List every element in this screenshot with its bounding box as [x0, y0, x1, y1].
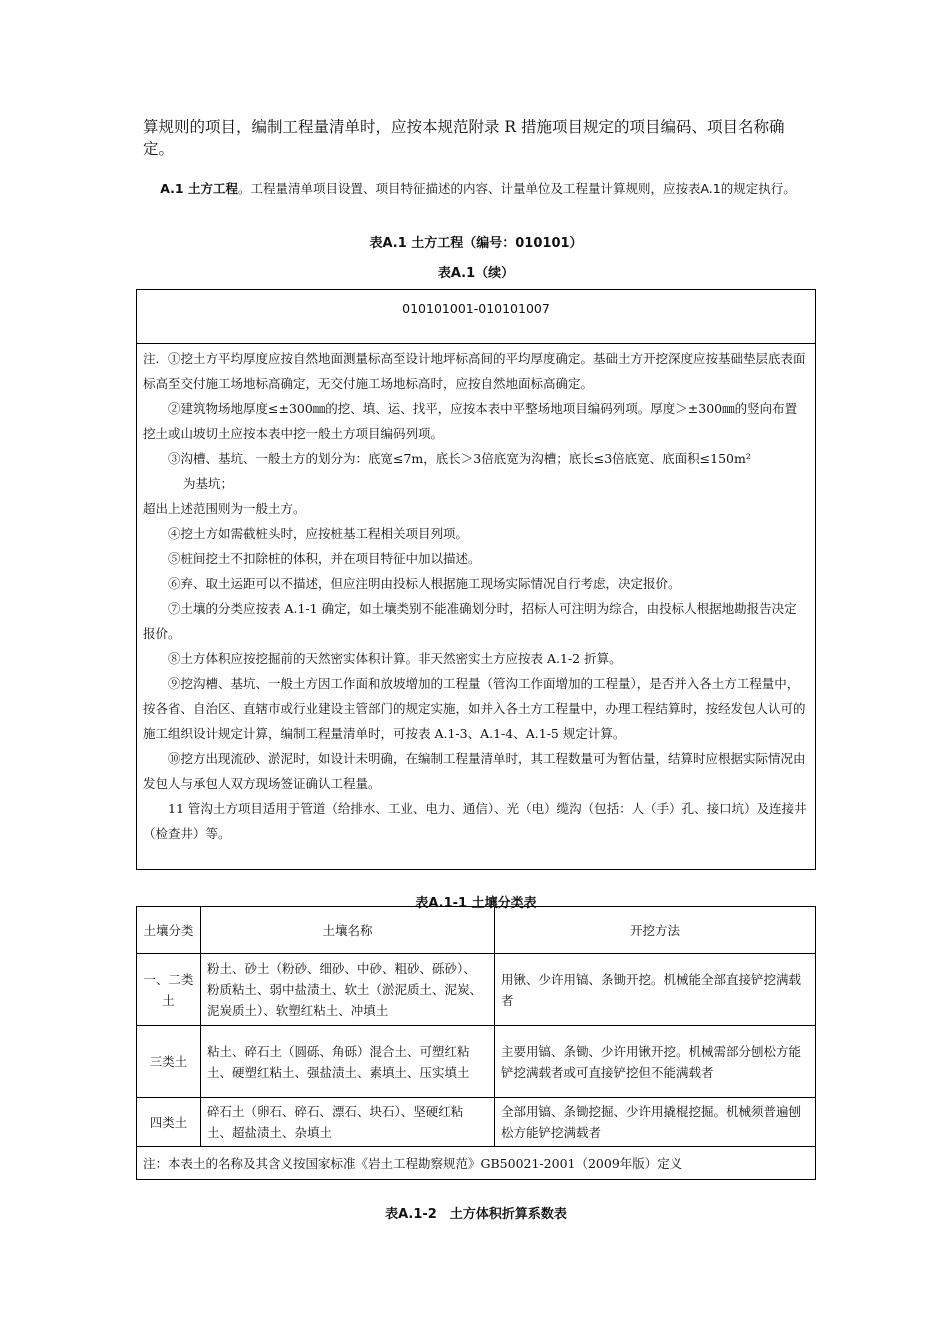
table-row: [137, 1098, 816, 1147]
section-a1-paragraph: [143, 180, 813, 198]
note-2: ②建筑物场地厚度≤±300㎜的挖、填、运、找平，应按本表中平整场地项目编码列项。厚度＞±300㎜的竖向布置挖土或山坡切土应按本表中挖一般土方项目编码列项。: [143, 401, 798, 441]
table-a12-caption: 表A.1-2 土方体积折算系数表: [385, 1207, 567, 1222]
note-3-cont: 为基坑；: [183, 476, 234, 491]
soil-name-cell: 粘土、碎石土（圆砾、角砾）混合土、可塑红粘土、硬塑红粘土、强盐渍土、素填土、压实填土: [201, 1026, 495, 1098]
note-6: ⑥弃、取土运距可以不描述，但应注明由投标人根据施工现场实际情况自行考虑，决定报价。: [168, 576, 681, 591]
note-3: ③沟槽、基坑、一般土方的划分为：底宽≤7m，底长＞3倍底宽为沟槽；底长≤3倍底宽、底面积≤150m²: [168, 451, 751, 466]
note-3-tail: 超出上述范围则为一般土方。: [143, 501, 306, 516]
soil-name-cell: 碎石土（卵石、碎石、漂石、块石）、坚硬红粘土、超盐渍土、杂填土: [201, 1098, 495, 1147]
note-7: ⑦土壤的分类应按表 A.1-1 确定，如土壤类别不能准确划分时，招标人可注明为综合，由投标人根据地勘报告决定报价。: [143, 601, 797, 641]
table-a11-caption: 表A.1-1 土壤分类表: [415, 896, 537, 911]
section-heading: A.1 土方工程: [160, 181, 238, 196]
soil-class-cell: 三类土: [137, 1026, 201, 1098]
code-range: 010101001-010101007: [137, 290, 815, 344]
table-a1-notes-box: [136, 289, 816, 870]
soil-classification-table: [136, 906, 816, 1180]
note-11: 11 管沟土方项目适用于管道（给排水、工业、电力、通信）、光（电）缆沟（包括：人（手）孔、接口坑）及连接井（检查井）等。: [143, 801, 807, 841]
soil-class-cell: 一、二类土: [137, 954, 201, 1026]
note-10: ⑩挖方出现流砂、淤泥时，如设计未明确，在编制工程量清单时，其工程数量可为暂估量，结算时应根据实际情况由发包人与承包人双方现场签证确认工程量。: [143, 751, 806, 791]
notes-list: [137, 344, 815, 846]
excavation-method-cell: 全部用镐、条锄挖掘、少许用撬棍挖掘。机械须普遍刨松方能铲挖满载者: [495, 1098, 816, 1147]
table-a1-caption: 表A.1 土方工程（编号：010101）: [369, 236, 583, 251]
header-soil-name: 土壤名称: [201, 907, 495, 954]
note-1: 注．①挖土方平均厚度应按自然地面测量标高至设计地坪标高间的平均厚度确定。基础土方开挖深度应按基础垫层底表面标高至交付施工场地标高确定，无交付施工场地标高时，应按自然地面标高确定。: [143, 351, 806, 391]
intro-paragraph: 算规则的项目，编制工程量清单时，应按本规范附录 R 措施项目规定的项目编码、项目名称确定。: [143, 118, 785, 158]
note-4: ④挖土方如需截桩头时，应按桩基工程相关项目列项。: [168, 526, 469, 541]
note-9: ⑨挖沟槽、基坑、一般土方因工作面和放坡增加的工程量（管沟工作面增加的工程量），是否并入各土方工程量中，按各省、自治区、直辖市或行业建设主管部门的规定实施，如并入各土方工程量中，办理工程结算时，按经发包人认可的施工组织设计规定计算，编制工程量清单时，可按表 A.1-3、A.1-4、A.1-5 规定计算。: [143, 676, 806, 741]
table-row: [137, 954, 816, 1026]
table-header-row: [137, 907, 816, 954]
header-excavation-method: 开挖方法: [495, 907, 816, 954]
table-a1-continued-caption: 表A.1（续）: [437, 266, 515, 281]
excavation-method-cell: 用锹、少许用镐、条锄开挖。机械能全部直接铲挖满载者: [495, 954, 816, 1026]
excavation-method-cell: 主要用镐、条锄、少许用锹开挖。机械需部分刨松方能铲挖满载者或可直接铲挖但不能满载者: [495, 1026, 816, 1098]
section-text: 。工程量清单项目设置、项目特征描述的内容、计量单位及工程量计算规则，应按表A.1的规定执行。: [237, 181, 796, 196]
note-8: ⑧土方体积应按挖掘前的天然密实体积计算。非天然密实土方应按表 A.1-2 折算。: [168, 651, 622, 666]
table-row: [137, 1026, 816, 1098]
soil-class-cell: 四类土: [137, 1098, 201, 1147]
soil-name-cell: 粉土、砂土（粉砂、细砂、中砂、粗砂、砾砂）、粉质粘土、弱中盐渍土、软土（淤泥质土、泥炭、泥炭质土）、软塑红粘土、冲填土: [201, 954, 495, 1026]
table-footnote-row: [137, 1147, 816, 1180]
note-5: ⑤桩间挖土不扣除桩的体积，并在项目特征中加以描述。: [168, 551, 481, 566]
table-footnote: 注：本表土的名称及其含义按国家标准《岩土工程勘察规范》GB50021-2001（2009年版）定义: [137, 1147, 816, 1180]
header-soil-class: 土壤分类: [137, 907, 201, 954]
